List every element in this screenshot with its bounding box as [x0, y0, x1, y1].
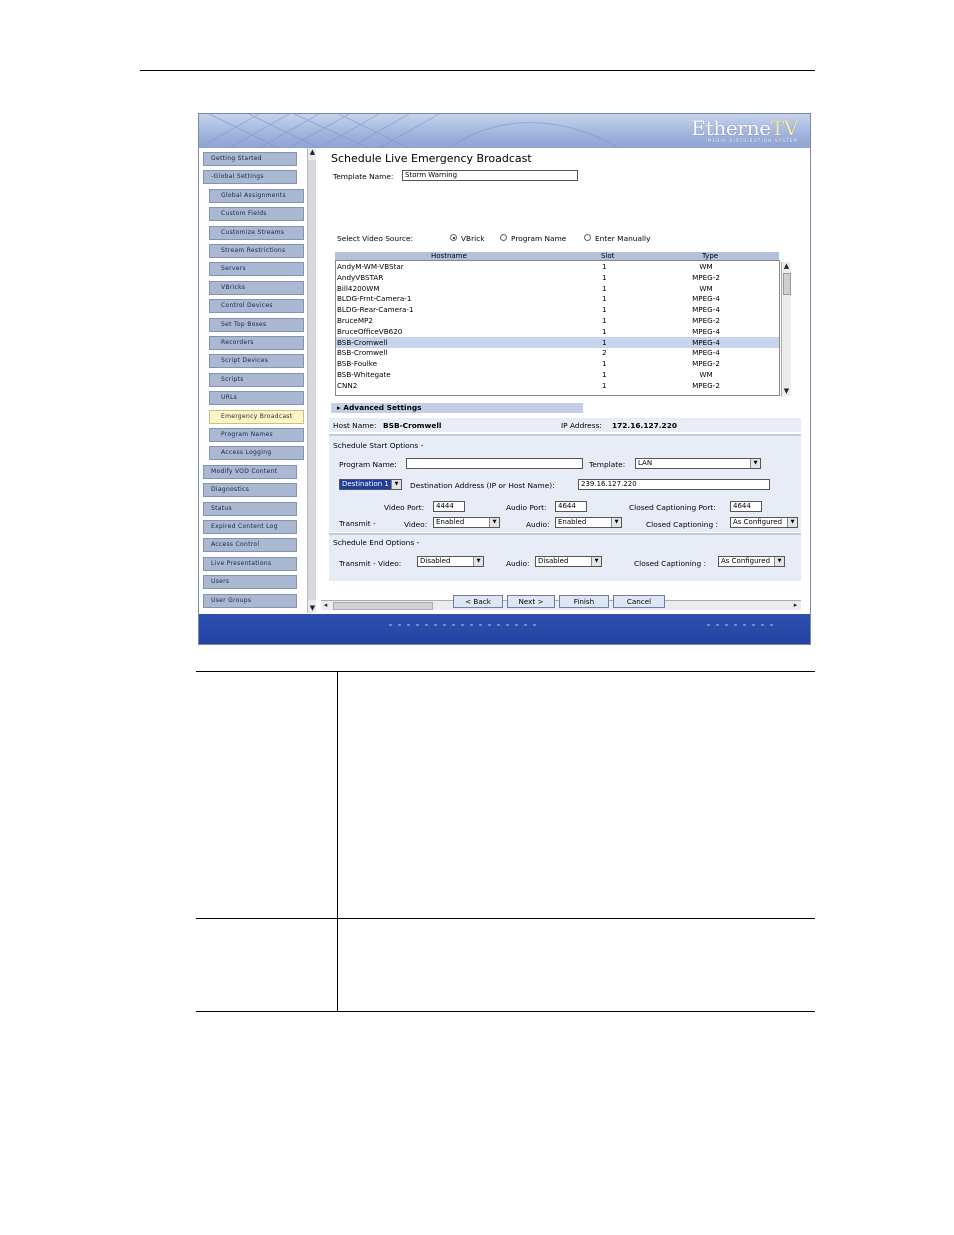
- host-name-value: BSB-Cromwell: [383, 421, 442, 430]
- sidebar-item-user-groups[interactable]: User Groups: [203, 594, 297, 608]
- slot-cell: 1: [602, 262, 607, 271]
- slot-cell: 1: [602, 380, 607, 390]
- hostname-cell: BSB-Whitegate: [337, 370, 391, 379]
- type-cell: MPEG-2: [692, 272, 720, 282]
- type-cell: MPEG-2: [692, 380, 720, 390]
- chevron-down-icon: ▼: [473, 557, 483, 566]
- radio-enter-manually[interactable]: [584, 234, 591, 241]
- table-row[interactable]: [336, 283, 779, 294]
- type-cell: MPEG-2: [692, 316, 720, 325]
- slot-cell: 1: [602, 305, 607, 315]
- end-options-label: Schedule End Options -: [333, 538, 420, 547]
- type-cell: MPEG-4: [692, 326, 720, 336]
- chevron-down-icon: ▼: [611, 518, 621, 527]
- start-audio-value: Enabled: [558, 518, 587, 526]
- table-row[interactable]: [336, 337, 779, 348]
- sidebar-item-program-names[interactable]: Program Names: [209, 428, 304, 442]
- table-header: [335, 252, 779, 260]
- footer-decoration: [707, 624, 777, 626]
- sidebar-item-expired-content-log[interactable]: Expired Content Log: [203, 520, 297, 534]
- type-cell: MPEG-2: [692, 359, 720, 369]
- sidebar-item-status[interactable]: Status: [203, 502, 297, 516]
- cancel-button[interactable]: Cancel: [613, 595, 665, 608]
- sidebar-item-stream-restrictions[interactable]: Stream Restrictions: [209, 244, 304, 258]
- finish-button[interactable]: Finish: [559, 595, 609, 608]
- chevron-down-icon: ▼: [591, 557, 601, 566]
- table-row[interactable]: [336, 347, 779, 358]
- slot-cell: 1: [602, 337, 607, 347]
- slot-cell: 1: [602, 272, 607, 282]
- sidebar-item-set-top-boxes[interactable]: Set Top Boxes: [209, 318, 304, 332]
- ip-address-value: 172.16.127.220: [612, 421, 677, 430]
- sidebar-item-customize-streams[interactable]: Customize Streams: [209, 226, 304, 240]
- table-column-divider: [337, 671, 338, 1012]
- sidebar-item-diagnostics[interactable]: Diagnostics: [203, 483, 297, 497]
- end-cc-select[interactable]: [718, 556, 785, 567]
- sidebar-item-global-assignments[interactable]: Global Assignments: [209, 189, 304, 203]
- cc-port-label: Closed Captioning Port:: [629, 503, 716, 512]
- start-options-label: Schedule Start Options -: [333, 441, 424, 450]
- video-port-label: Video Port:: [384, 503, 425, 512]
- hostname-cell: AndyM-WM-VBStar: [337, 262, 404, 271]
- type-cell: MPEG-4: [692, 294, 720, 304]
- brand-accent: TV: [770, 116, 798, 140]
- slot-cell: 1: [602, 316, 607, 325]
- sidebar-item-global-settings[interactable]: -Global Settings: [203, 170, 297, 184]
- start-video-select[interactable]: [433, 517, 500, 528]
- slot-cell: 1: [602, 294, 607, 304]
- end-video-select[interactable]: [417, 556, 484, 567]
- audio-port-label: Audio Port:: [506, 503, 547, 512]
- hostname-cell: CNN2: [337, 380, 358, 390]
- column-hostname: Hostname: [431, 252, 467, 260]
- video-source-label: Select Video Source:: [337, 234, 414, 243]
- sidebar-item-scripts[interactable]: Scripts: [209, 373, 304, 387]
- sidebar-item-custom-fields[interactable]: Custom Fields: [209, 207, 304, 221]
- ip-address-label: IP Address:: [561, 421, 602, 430]
- template-label: Template:: [589, 460, 626, 469]
- sidebar-item-access-control[interactable]: Access Control: [203, 538, 297, 552]
- table-row[interactable]: [336, 304, 779, 315]
- start-video-label: Video:: [404, 520, 428, 529]
- radio-program-name-label: Program Name: [511, 234, 567, 243]
- table-rule: [196, 918, 815, 919]
- hostname-cell: BSB-Foulke: [337, 359, 378, 369]
- type-cell: MPEG-4: [692, 348, 720, 358]
- scrollbar-thumb[interactable]: [308, 160, 316, 600]
- table-scrollbar[interactable]: [781, 262, 791, 396]
- hostname-cell: BSB-Cromwell: [337, 337, 388, 347]
- scroll-down-icon[interactable]: ▼: [309, 604, 316, 612]
- destination-select-value: Destination 1: [342, 480, 389, 488]
- scroll-down-icon[interactable]: ▼: [783, 387, 790, 395]
- radio-program-name[interactable]: [500, 234, 507, 241]
- end-audio-select[interactable]: [535, 556, 602, 567]
- type-cell: WM: [699, 283, 713, 293]
- destination-address-label: Destination Address (IP or Host Name):: [410, 481, 555, 490]
- hostname-cell: BLDG-Frnt-Camera-1: [337, 294, 412, 304]
- type-cell: WM: [699, 262, 713, 271]
- scrollbar-thumb[interactable]: [783, 273, 791, 295]
- main-content: [321, 148, 810, 613]
- hostname-cell: BSB-Cromwell: [337, 348, 388, 358]
- cc-port-input[interactable]: 4644: [730, 501, 762, 512]
- sidebar-item-servers[interactable]: Servers: [209, 262, 304, 276]
- hostname-cell: BruceMP2: [337, 316, 373, 325]
- start-audio-label: Audio:: [526, 520, 550, 529]
- hostname-cell: Bill4200WM: [337, 283, 380, 293]
- brand-subtitle: MEDIA DISTRIBUTION SYSTEM: [707, 138, 798, 143]
- start-cc-select[interactable]: [730, 517, 798, 528]
- radio-enter-manually-label: Enter Manually: [595, 234, 651, 243]
- page-title: Schedule Live Emergency Broadcast: [331, 152, 532, 165]
- advanced-settings-toggle[interactable]: [331, 403, 583, 413]
- sidebar-item-vbricks[interactable]: VBricks: [209, 281, 304, 295]
- table-row[interactable]: [336, 326, 779, 337]
- sidebar-item-getting-started[interactable]: Getting Started: [203, 152, 297, 166]
- table-rule: [196, 671, 815, 672]
- app-footer-bar: [199, 614, 810, 644]
- sidebar-item-live-presentations[interactable]: Live Presentations: [203, 557, 297, 571]
- hostname-cell: BruceOfficeVB620: [337, 326, 403, 336]
- radio-vbrick-label: VBrick: [461, 234, 485, 243]
- document-table: [196, 671, 815, 1012]
- column-type: Type: [702, 252, 719, 260]
- scroll-left-icon[interactable]: ◂: [323, 601, 328, 609]
- column-slot: Slot: [601, 252, 615, 260]
- back-button[interactable]: < Back: [453, 595, 503, 608]
- document-top-rule: [140, 70, 815, 71]
- table-row[interactable]: [336, 293, 779, 304]
- sidebar-item-users[interactable]: Users: [203, 575, 297, 589]
- slot-cell: 1: [602, 283, 607, 293]
- start-cc-label: Closed Captioning :: [646, 520, 718, 529]
- end-cc-label: Closed Captioning :: [634, 559, 706, 568]
- template-select[interactable]: [635, 458, 761, 469]
- next-button[interactable]: Next >: [507, 595, 555, 608]
- brand-logo: [691, 116, 798, 143]
- radio-vbrick[interactable]: [450, 234, 457, 241]
- advanced-settings-label: Advanced Settings: [343, 403, 422, 412]
- template-name-label: Template Name:: [333, 172, 394, 181]
- destination-address-input[interactable]: 239.16.127.220: [578, 479, 770, 490]
- sidebar-item-access-logging[interactable]: Access Logging: [209, 446, 304, 460]
- start-video-value: Enabled: [436, 518, 465, 526]
- scroll-up-icon[interactable]: ▲: [783, 262, 790, 270]
- brand-name: Etherne: [691, 116, 771, 140]
- chevron-down-icon: ▼: [787, 518, 797, 527]
- table-rule: [196, 1011, 815, 1012]
- host-name-label: Host Name:: [333, 421, 377, 430]
- sidebar-item-urls[interactable]: URLs: [209, 391, 304, 405]
- sidebar-item-emergency-broadcast[interactable]: Emergency Broadcast: [209, 410, 304, 424]
- audio-port-input[interactable]: 4644: [555, 501, 587, 512]
- slot-cell: 1: [602, 359, 607, 369]
- sidebar-item-modify-vod-content[interactable]: Modify VOD Content: [203, 465, 297, 479]
- program-name-label: Program Name:: [339, 460, 397, 469]
- slot-cell: 2: [602, 348, 607, 358]
- screenshot-window: [198, 113, 811, 645]
- end-audio-value: Disabled: [538, 557, 569, 565]
- scroll-up-icon[interactable]: ▲: [309, 148, 316, 156]
- transmit-label: Transmit -: [339, 519, 376, 528]
- sidebar-nav: [199, 148, 317, 613]
- sidebar-item-script-devices[interactable]: Script Devices: [209, 354, 304, 368]
- end-video-value: Disabled: [420, 557, 451, 565]
- vbrick-table[interactable]: [335, 260, 790, 396]
- type-cell: WM: [699, 370, 713, 379]
- table-row[interactable]: [336, 315, 779, 326]
- type-cell: MPEG-4: [692, 305, 720, 315]
- sidebar-item-recorders[interactable]: Recorders: [209, 336, 304, 350]
- chevron-down-icon: ▼: [489, 518, 499, 527]
- template-select-value: LAN: [638, 459, 653, 467]
- table-row[interactable]: [336, 261, 779, 272]
- sidebar-item-control-devices[interactable]: Control Devices: [209, 299, 304, 313]
- end-audio-label: Audio:: [506, 559, 530, 568]
- program-name-input[interactable]: [406, 458, 583, 469]
- video-port-input[interactable]: 4444: [433, 501, 465, 512]
- slot-cell: 1: [602, 370, 607, 379]
- scroll-right-icon[interactable]: ▸: [793, 601, 798, 609]
- end-cc-value: As Configured: [721, 557, 771, 565]
- scrollbar-thumb[interactable]: [333, 602, 433, 610]
- table-row[interactable]: [336, 358, 779, 369]
- hostname-cell: AndyVBSTAR: [337, 272, 384, 282]
- table-row[interactable]: [336, 272, 779, 283]
- end-transmit-video-label: Transmit - Video:: [339, 559, 402, 568]
- app-banner: [199, 114, 810, 148]
- slot-cell: 1: [602, 326, 607, 336]
- start-cc-value: As Configured: [733, 518, 783, 526]
- chevron-down-icon: ▼: [750, 459, 760, 468]
- chevron-down-icon: ▼: [391, 480, 401, 489]
- template-name-input[interactable]: Storm Warning: [402, 170, 578, 181]
- type-cell: MPEG-4: [692, 337, 720, 347]
- destination-select[interactable]: [339, 479, 402, 490]
- start-audio-select[interactable]: [555, 517, 622, 528]
- hostname-cell: BLDG-Rear-Camera-1: [337, 305, 414, 315]
- expand-arrow-icon: ▸: [337, 403, 341, 412]
- table-row[interactable]: [336, 369, 779, 380]
- footer-decoration: [389, 624, 539, 626]
- sidebar-scrollbar[interactable]: [307, 148, 316, 613]
- table-row[interactable]: [336, 380, 779, 391]
- chevron-down-icon: ▼: [774, 557, 784, 566]
